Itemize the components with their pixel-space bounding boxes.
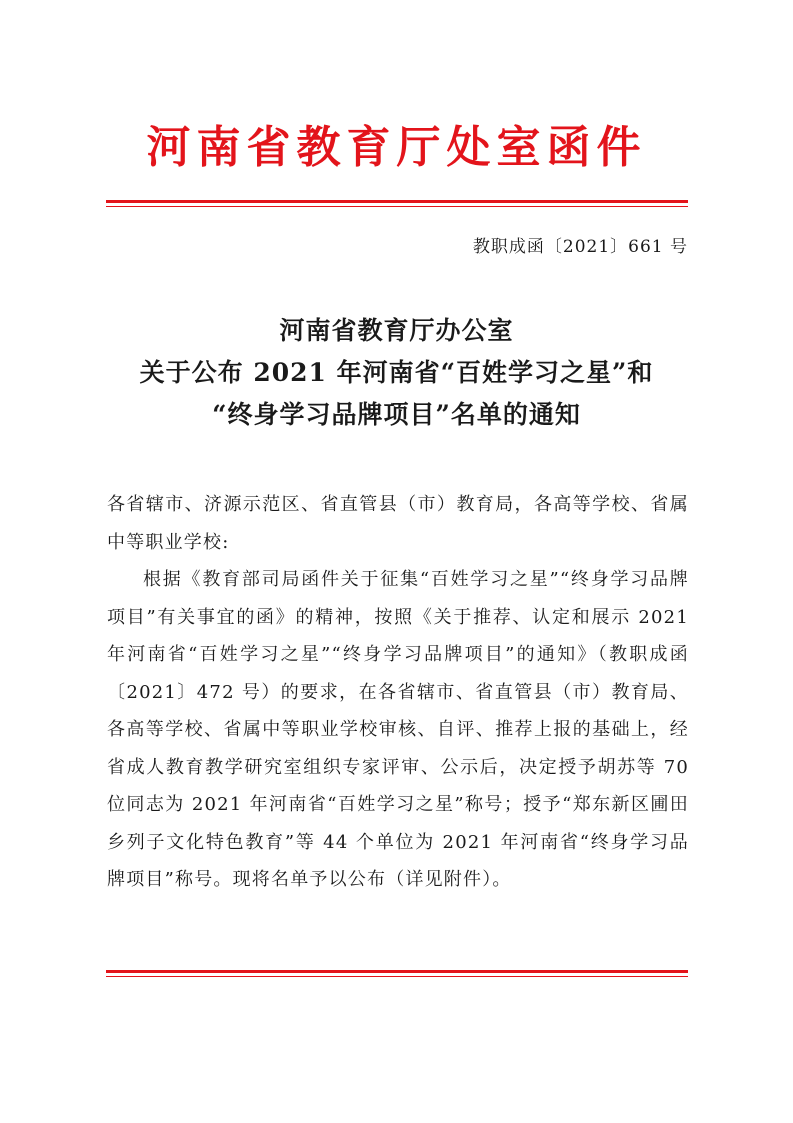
letterhead-rule-thin xyxy=(106,206,688,207)
letterhead-title: 河南省教育厅处室函件 xyxy=(146,122,647,173)
document-number: 教职成函〔2021〕661 号 xyxy=(472,237,688,257)
notice-title-line-3: “终身学习品牌项目”名单的通知 xyxy=(212,400,581,429)
notice-title xyxy=(0,310,793,436)
body-paragraph: 根据《教育部司局函件关于征集“百姓学习之星”“终身学习品牌项目”有关事宜的函》的精神，按照《关于推荐、认定和展示 2021 年河南省“百姓学习之星”“终身学习品牌项目”的通知》（教职成函〔2021〕472 号）的要求，在各省辖市、省直管县（市）教育局、各高等学校、省属中等职业学校审核、自评、推荐上报的基础上，经省成人教育教学研究室组织专家评审、公示后，决定授予胡苏等 70 位同志为 2021 年河南省“百姓学习之星”称号；授予“郑东新区圃田乡列子文化特色教育”等 44 个单位为 2021 年河南省“终身学习品牌项目”称号。现将名单予以公布（详见附件）。 xyxy=(107,569,689,890)
salutation: 各省辖市、济源示范区、省直管县（市）教育局，各高等学校、省属中等职业学校: xyxy=(107,494,689,553)
notice-title-line-1: 河南省教育厅办公室 xyxy=(279,316,514,345)
footer-rule-thick xyxy=(106,970,688,973)
notice-body xyxy=(107,486,689,899)
letterhead-rule-thick xyxy=(106,200,688,203)
footer-rule-thin xyxy=(106,976,688,977)
notice-title-line-2: 关于公布 2021 年河南省“百姓学习之星”和 xyxy=(139,358,654,387)
